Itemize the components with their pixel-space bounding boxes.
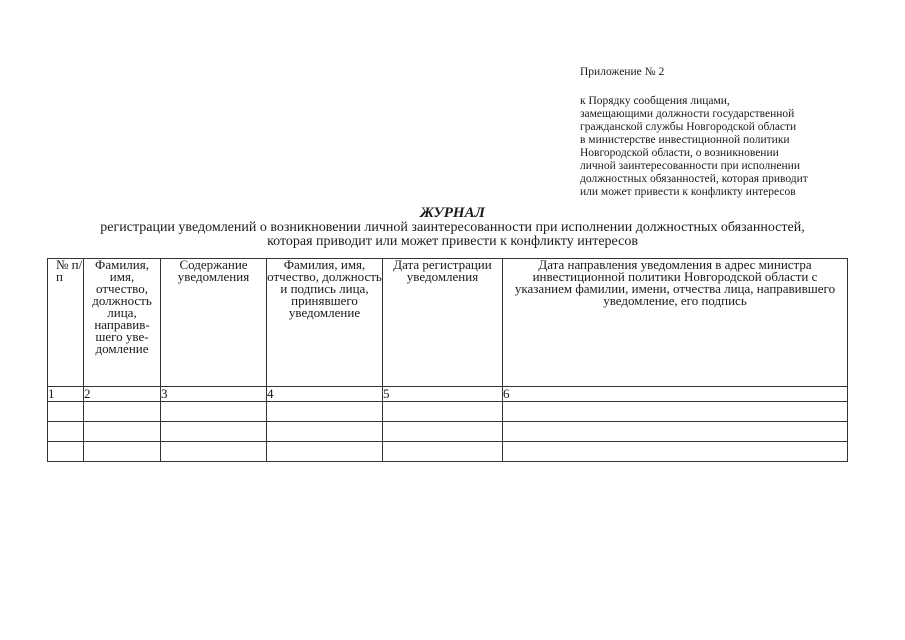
table-cell [383,422,503,442]
table-cell [48,402,84,422]
appendix-line: Новгородской области, о возникновении [580,147,779,159]
journal-table [47,258,848,462]
column-number-cell: 6 [503,387,848,402]
column-number-cell: 4 [267,387,383,402]
table-cell [503,402,848,422]
table-cell [161,442,267,462]
column-number-cell: 3 [161,387,267,402]
table-cell [84,442,161,462]
appendix-line: должностных обязанностей, которая приводит [580,173,808,185]
column-number-cell: 1 [48,387,84,402]
table-cell [267,402,383,422]
journal-title: ЖУРНАЛ [420,205,485,221]
table-cell [84,422,161,442]
journal-subtitle-line: регистрации уведомлений о возникновении личной заинтересованности при исполнении должностных обязанностей, [100,220,805,235]
table-row [48,442,848,462]
appendix-line: гражданской службы Новгородской области [580,121,797,133]
column-number-cell: 2 [84,387,161,402]
header-cell-applicant [84,259,161,387]
table-cell [161,402,267,422]
table-cell [267,422,383,442]
table-row [48,422,848,442]
header-cell-number: № п/п [48,259,84,387]
table-cell [48,422,84,442]
header-cell-receiver: Фамилия, имя, отчество, должность и подпись лица, принявшего уведомление [267,259,383,387]
appendix-line: или может привести к конфликту интересов [580,186,796,198]
appendix-line: в министерстве инвестиционной политики [580,134,790,146]
header-cell-reg-date: Дата регистрации уведомления [383,259,503,387]
appendix-line: к Порядку сообщения лицами, [580,95,730,107]
table-cell [48,442,84,462]
column-number-row [48,387,848,402]
table-cell [503,422,848,442]
table-header-row [48,259,848,387]
table-cell [383,442,503,462]
column-number-cell: 5 [383,387,503,402]
header-cell-applicant-text: Фамилия, имя, отчество, должность лица, направив- шего уве- домление [92,257,152,356]
header-cell-content: Содержание уведомления [161,259,267,387]
journal-subtitle-line: которая приводит или может привести к конфликту интересов [267,234,638,249]
table-cell [383,402,503,422]
table-row [48,402,848,422]
table-cell [267,442,383,462]
table-cell [84,402,161,422]
header-cell-send-date: Дата направления уведомления в адрес министра инвестиционной политики Новгородской области с указанием фамилии, имени, отчества лица, направившего уведомление, его подпись [503,259,848,387]
appendix-line: замещающими должности государственной [580,108,795,120]
table-cell [503,442,848,462]
appendix-block [580,66,808,199]
appendix-number: Приложение № 2 [580,66,665,78]
table-cell [161,422,267,442]
journal-subtitle [40,221,865,249]
appendix-line: личной заинтересованности при исполнении [580,160,800,172]
